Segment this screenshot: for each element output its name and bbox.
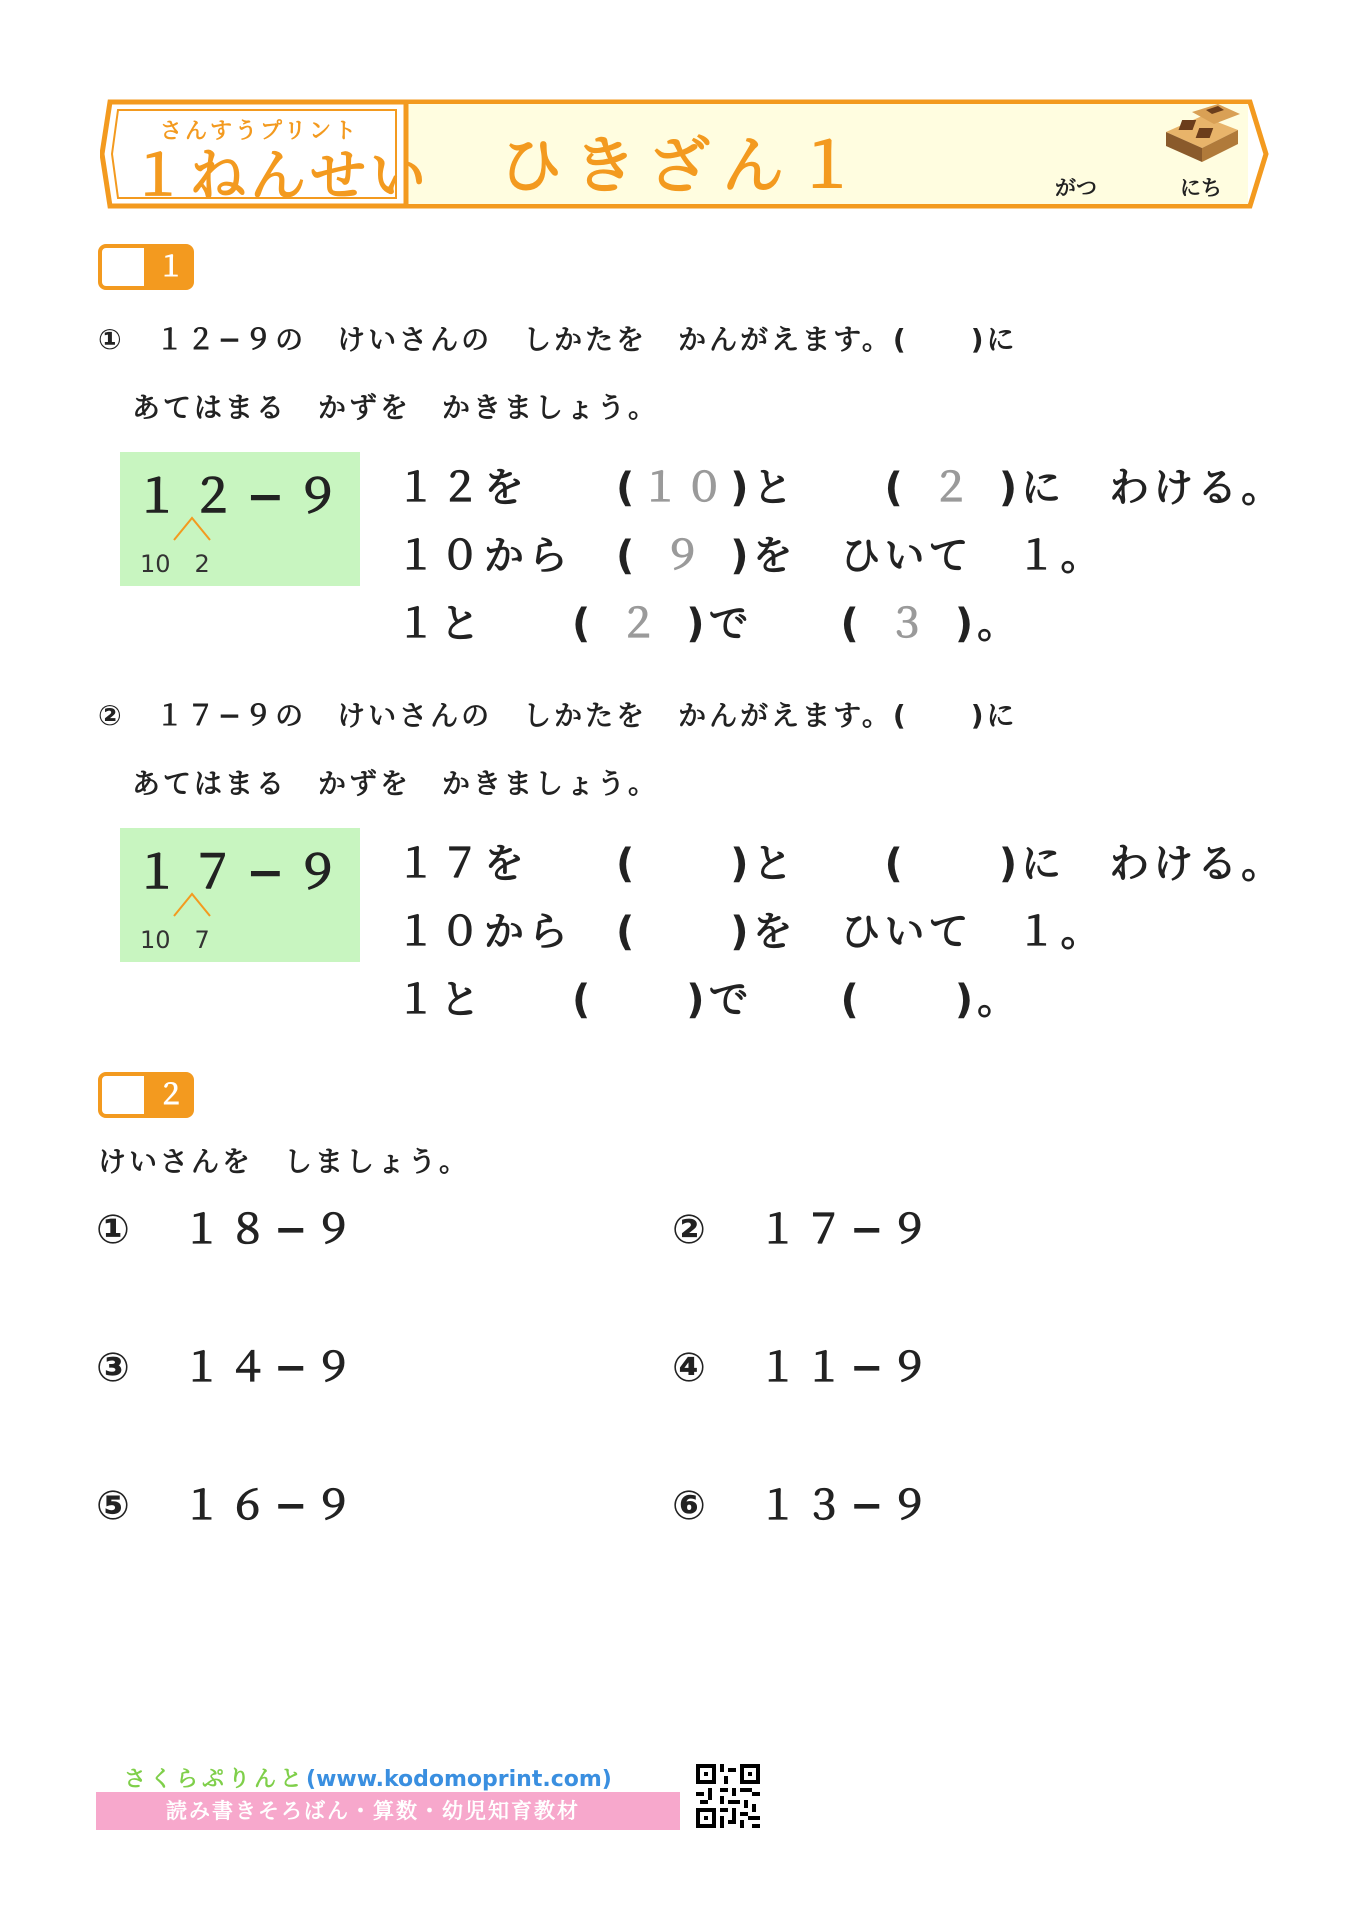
qr-code-icon[interactable] (696, 1764, 760, 1828)
grade-label: １ねんせい (130, 144, 430, 209)
q1-instruction-line1: ① １２−９の けいさんの しかたを かんがえます。( )に (98, 323, 1018, 356)
page-title: ひきざん１ (500, 129, 871, 202)
q2-instruction-line2: あてはまる かずを かきましょう。 (132, 767, 660, 800)
day-label: にち (1180, 176, 1222, 200)
q1-instruction-line2: あてはまる かずを かきましょう。 (132, 391, 660, 424)
cookie-icon (1162, 104, 1246, 168)
q2-row3: １と ( )で ( )。 (396, 977, 1022, 1023)
section-2-instruction: けいさんを しましょう。 (98, 1145, 471, 1178)
q2-row2: １０から ( )を ひいて １。 (396, 909, 1105, 955)
q1-example-box (120, 452, 360, 586)
problem-5[interactable]: ⑤ １６−９ (96, 1483, 360, 1529)
q2-instruction-line1: ② １７−９の けいさんの しかたを かんがえます。( )に (98, 699, 1018, 732)
section-number: ２ (148, 1072, 194, 1118)
worksheet-header (100, 98, 1272, 210)
split-lines (172, 514, 212, 542)
q1-split: 10 2 (140, 550, 210, 578)
score-box (98, 244, 148, 290)
section-number: １ (148, 244, 194, 290)
problem-4[interactable]: ④ １１−９ (672, 1345, 936, 1391)
problem-2[interactable]: ② １７−９ (672, 1207, 936, 1253)
site-url[interactable]: (www.kodomoprint.com) (306, 1767, 612, 1792)
subtitle: さんすうプリント (160, 119, 360, 144)
q1-expression: １２−９ (134, 469, 351, 523)
q1-answer-2[interactable]: ２ (930, 465, 975, 511)
split-lines (172, 890, 212, 918)
q2-expression: １７−９ (134, 845, 351, 899)
month-label: がつ (1055, 176, 1097, 200)
brand-name: さくらぷりんと (124, 1767, 307, 1792)
q2-split: 10 7 (140, 926, 210, 954)
score-box (98, 1072, 148, 1118)
q1-answer-3[interactable]: ９ (662, 533, 707, 579)
q2-row1: １７を ( )と ( )に わける。 (396, 841, 1286, 887)
problem-6[interactable]: ⑥ １３−９ (672, 1483, 936, 1529)
problem-3[interactable]: ③ １４−９ (96, 1345, 360, 1391)
q1-row1: １２を (１０)と ( ２ )に わける。 (396, 456, 1285, 513)
q2-example-box (120, 828, 360, 962)
problem-1[interactable]: ① １８−９ (96, 1207, 360, 1253)
site-credit (124, 1762, 612, 1793)
q1-answer-5[interactable]: ３ (886, 601, 931, 647)
q1-row2: １０から ( ９ )を ひいて １。 (396, 524, 1105, 581)
tagline-bar: 読み書きそろばん・算数・幼児知育教材 (96, 1792, 680, 1830)
q1-answer-4[interactable]: ２ (618, 601, 663, 647)
q1-answer-1[interactable]: １０ (640, 465, 729, 511)
q1-row3: １と ( ２ )で ( ３ )。 (396, 592, 1021, 649)
